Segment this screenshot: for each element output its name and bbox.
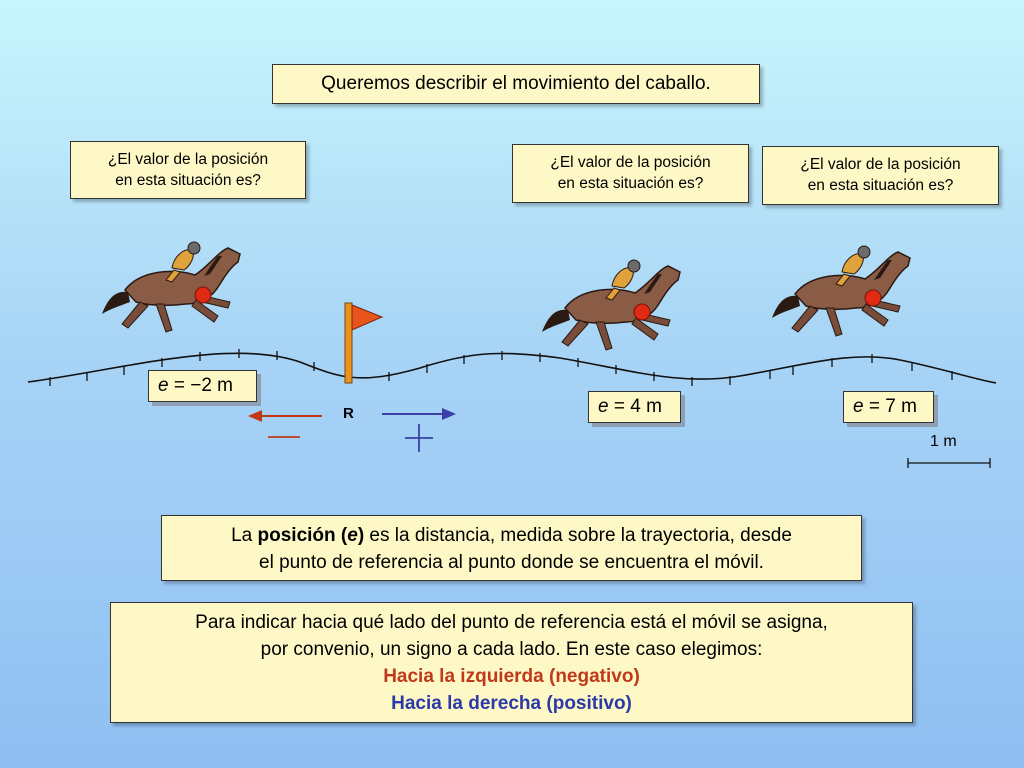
definition-line-2: el punto de referencia al punto donde se encuentra el móvil. [259, 552, 764, 573]
definition-term-text: posición ( [257, 525, 348, 546]
convention-line-2: por convenio, un signo a cada lado. En este caso elegimos: [260, 639, 763, 660]
horse-with-jockey-icon [772, 246, 910, 336]
convention-negative: Hacia la izquierda (negativo) [383, 666, 640, 687]
question-box [70, 141, 306, 199]
title-text: Queremos describir el movimiento del caballo. [321, 73, 711, 94]
reference-point-label: R [343, 405, 354, 422]
position-value: = −2 m [168, 375, 233, 396]
convention-line-1: Para indicar hacia qué lado del punto de referencia está el móvil se asigna, [195, 612, 828, 633]
position-var: e [158, 375, 169, 396]
horse-with-jockey-icon [102, 242, 240, 332]
question-box [512, 144, 749, 203]
position-value: = 7 m [863, 396, 917, 417]
definition-line-1 [162, 522, 861, 549]
scale-bar [908, 458, 990, 468]
horse-position-marker [865, 290, 881, 306]
question-box [762, 146, 999, 205]
positive-sign [405, 424, 433, 452]
convention-positive: Hacia la derecha (positivo) [391, 693, 632, 714]
title-box [272, 64, 760, 104]
position-label [148, 370, 257, 402]
definition-pre: La [231, 525, 258, 546]
question-line: ¿El valor de la posición [800, 156, 961, 173]
question-line: en esta situación es? [115, 172, 261, 189]
question-line: ¿El valor de la posición [107, 151, 269, 168]
flag-icon [345, 303, 382, 383]
position-var: e [598, 396, 609, 417]
definition-rest: es la distancia, medida sobre la trayectoria, desde [364, 525, 792, 546]
definition-box [161, 515, 862, 581]
definition-term-var: e [347, 525, 358, 546]
convention-box [110, 602, 913, 723]
question-line: ¿El valor de la posición [550, 154, 711, 171]
position-label [588, 391, 681, 423]
horse-position-marker [195, 287, 211, 303]
position-value: = 4 m [608, 396, 662, 417]
question-line: en esta situación es? [557, 175, 704, 192]
negative-direction-arrow [248, 410, 322, 422]
definition-term-close: ) [357, 525, 365, 546]
position-var: e [853, 396, 864, 417]
horse-with-jockey-icon [542, 260, 680, 350]
horse-position-marker [634, 304, 650, 320]
question-line: en esta situación es? [807, 177, 954, 194]
scale-label: 1 m [930, 433, 957, 450]
definition-term [258, 525, 365, 546]
position-label [843, 391, 934, 423]
positive-direction-arrow [382, 408, 456, 420]
